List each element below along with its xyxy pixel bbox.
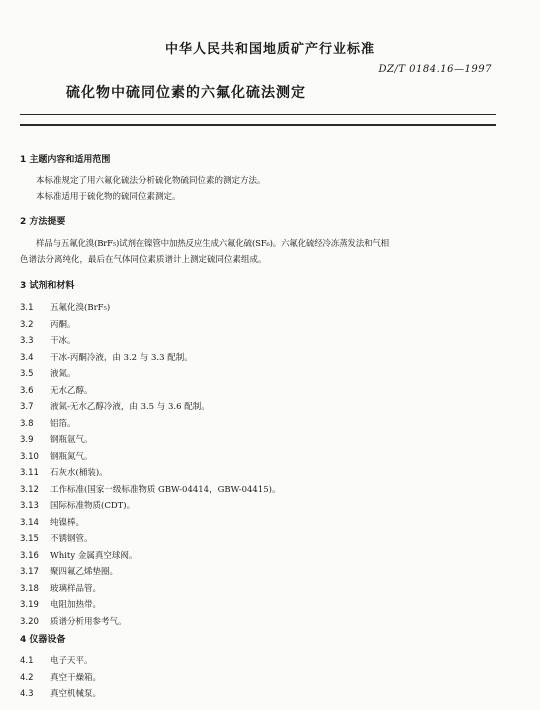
item-number: 4.2 — [20, 672, 34, 683]
item-number: 3.7 — [20, 402, 34, 412]
list-item — [20, 687, 101, 701]
section-1-paragraph-2: 本标准适用于硫化物的硫同位素测定。 — [36, 192, 181, 202]
item-number: 4.3 — [20, 689, 34, 699]
list-item — [20, 450, 93, 464]
list-item — [20, 334, 76, 348]
list-item — [20, 367, 76, 381]
list-item — [20, 598, 101, 612]
item-number: 3.1 — [20, 303, 34, 313]
item-text: 干冰。 — [50, 336, 76, 346]
document-title: 硫化物中硫同位素的六氟化硫法测定 — [66, 85, 306, 101]
item-text: 液氮。 — [50, 369, 76, 379]
list-item — [20, 565, 118, 579]
list-item — [20, 549, 137, 563]
item-text: 五氟化溴(BrF₅) — [50, 303, 111, 313]
item-number: 3.4 — [20, 352, 34, 363]
item-text: 不锈钢管。 — [50, 534, 93, 544]
list-item — [20, 483, 280, 497]
item-number: 3.10 — [20, 451, 39, 462]
item-text: 液氮-无水乙醇冷液，由 3.5 与 3.6 配制。 — [50, 402, 210, 412]
item-text: 干冰-丙酮冷液，由 3.2 与 3.3 配制。 — [50, 352, 193, 363]
section-4-heading: 4 仪器设备 — [20, 635, 66, 645]
standard-code: DZ/T 0184.16—1997 — [378, 64, 492, 75]
item-text: 质谱分析用参考气。 — [50, 616, 127, 627]
item-text: 国际标准物质(CDT)。 — [50, 501, 136, 511]
item-number: 3.6 — [20, 385, 34, 396]
list-item — [20, 417, 76, 431]
item-text: 工作标准(国家一级标准物质 GBW-04414，GBW-04415)。 — [50, 484, 281, 495]
item-text: 聚四氟乙烯垫圈。 — [50, 567, 119, 577]
item-number: 3.18 — [20, 583, 39, 594]
item-text: 石灰水(桶装)。 — [50, 468, 108, 478]
item-number: 3.3 — [20, 336, 34, 346]
header-rule-thick — [20, 124, 496, 126]
item-number: 3.14 — [20, 517, 39, 528]
item-number: 3.13 — [20, 501, 39, 511]
list-item — [20, 301, 110, 315]
item-text: 真空机械泵。 — [50, 689, 102, 699]
section-2-heading: 2 方法提要 — [20, 217, 66, 227]
item-number: 4.1 — [20, 656, 34, 666]
item-text: 电阻加热带。 — [50, 600, 102, 610]
section-2-paragraph-1: 样品与五氟化溴(BrF₅)试剂在镍管中加热反应生成六氟化硫(SF₆)。六氟化硫经冷冻蒸发法和气相 — [36, 239, 389, 249]
list-item — [20, 400, 210, 414]
item-number: 3.8 — [20, 418, 34, 429]
item-text: 电子天平。 — [50, 656, 93, 666]
item-number: 3.15 — [20, 534, 39, 544]
list-item — [20, 351, 193, 365]
list-item — [20, 384, 93, 398]
list-item — [20, 318, 76, 332]
list-item — [20, 582, 101, 596]
list-item — [20, 466, 108, 480]
section-1-heading: 1 主题内容和适用范围 — [20, 155, 111, 165]
item-text: 无水乙醇。 — [50, 385, 93, 396]
list-item — [20, 671, 101, 685]
section-3-heading: 3 试剂和材料 — [20, 281, 75, 291]
standard-organization: 中华人民共和国地质矿产行业标准 — [164, 42, 375, 57]
item-text: 纯镍棒。 — [50, 517, 85, 528]
item-number: 3.16 — [20, 550, 39, 561]
list-item — [20, 516, 84, 530]
item-text: 玻璃样品管。 — [50, 583, 102, 594]
item-text: 丙酮。 — [50, 319, 76, 330]
item-text: Whity 金属真空球阀。 — [50, 550, 138, 561]
item-text: 铝箔。 — [50, 418, 76, 429]
item-text: 钢瓶氮气。 — [50, 451, 93, 462]
item-text: 钢瓶氩气。 — [50, 435, 93, 445]
section-2-paragraph-2: 色谱法分离纯化，最后在气体同位素质谱计上测定硫同位素组成。 — [20, 255, 267, 265]
header-rule-thin — [20, 114, 496, 115]
section-1-paragraph-1: 本标准规定了用六氟化硫法分析硫化物硫同位素的测定方法。 — [36, 176, 266, 186]
item-number: 3.12 — [20, 484, 39, 495]
item-number: 3.11 — [20, 468, 39, 478]
item-number: 3.5 — [20, 369, 34, 379]
item-number: 3.19 — [20, 600, 39, 610]
list-item — [20, 615, 127, 629]
item-text: 真空干燥箱。 — [50, 672, 102, 683]
item-number: 3.2 — [20, 319, 34, 330]
list-item — [20, 532, 93, 546]
list-item — [20, 499, 135, 513]
item-number: 3.17 — [20, 567, 39, 577]
list-item — [20, 654, 93, 668]
list-item — [20, 433, 93, 447]
item-number: 3.20 — [20, 616, 39, 627]
item-number: 3.9 — [20, 435, 34, 445]
